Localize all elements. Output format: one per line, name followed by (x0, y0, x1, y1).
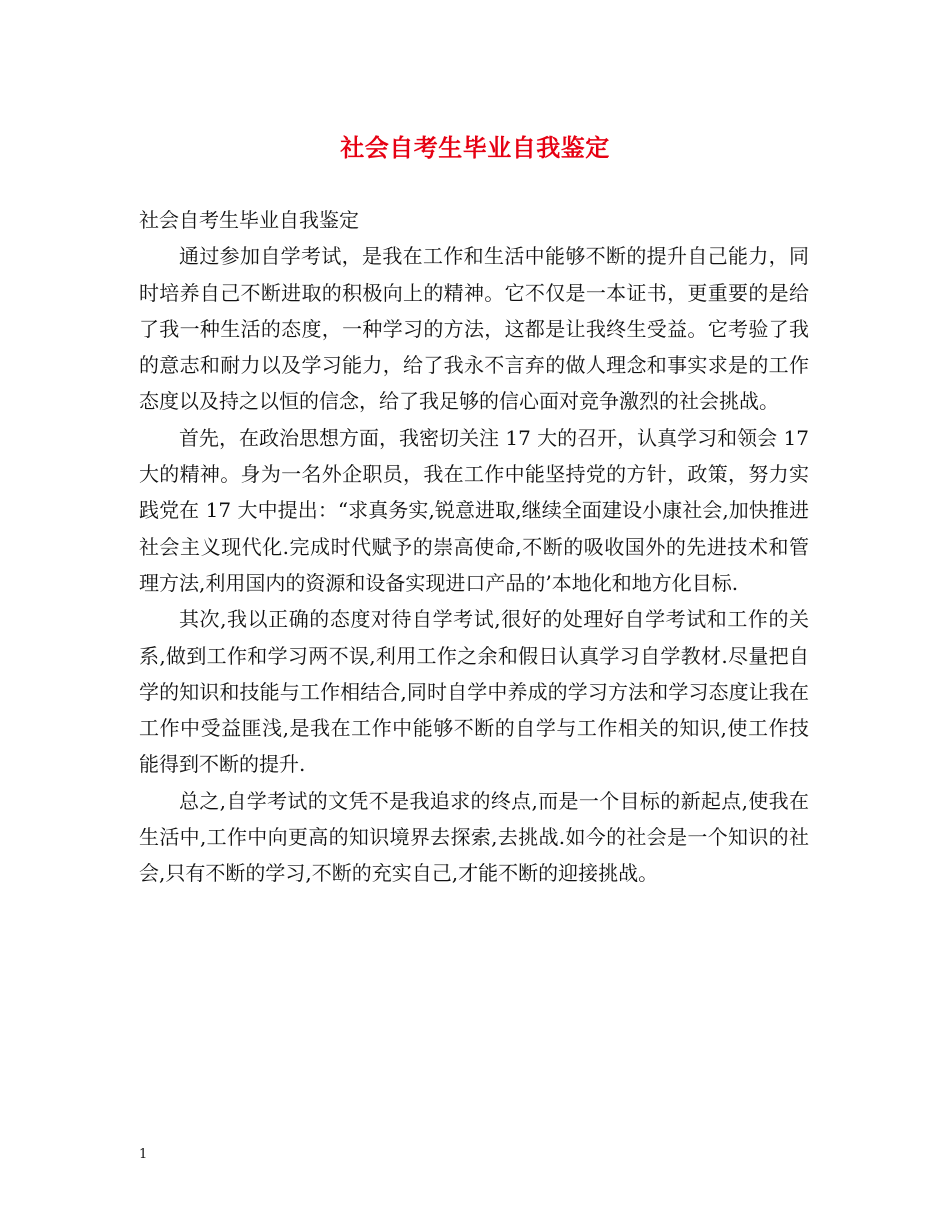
document-body (139, 202, 809, 892)
paragraph-2: 首先，在政治思想方面，我密切关注 17 大的召开，认真学习和领会 17 大的精神。身为一名外企职员，我在工作中能坚持党的方针，政策，努力实践党在 17 大中提出：“求真务实,锐意进取,继续全面建设小康社会,加快推进社会主义现代化.完成时代赋予的崇高使命,不断的吸收国外的先进技术和管理方法,利用国内的资源和设备实现进口产品的’本地化和地方化目标. (139, 425, 809, 595)
paragraph-1: 通过参加自学考试，是我在工作和生活中能够不断的提升自己能力，同时培养自己不断进取的积极向上的精神。它不仅是一本证书，更重要的是给了我一种生活的态度，一种学习的方法，这都是让我终生受益。它考验了我的意志和耐力以及学习能力，给了我永不言弃的做人理念和事实求是的工作态度以及持之以恒的信念，给了我足够的信心面对竞争激烈的社会挑战。 (139, 244, 809, 414)
paragraph-4: 总之,自学考试的文凭不是我追求的终点,而是一个目标的新起点,使我在生活中,工作中向更高的知识境界去探索,去挑战.如今的社会是一个知识的社会,只有不断的学习,不断的充实自己,才能不断的迎接挑战。 (139, 788, 809, 886)
paragraph-3: 其次,我以正确的态度对待自学考试,很好的处理好自学考试和工作的关系,做到工作和学习两不误,利用工作之余和假日认真学习自学教材.尽量把自学的知识和技能与工作相结合,同时自学中养成的学习方法和学习态度让我在工作中受益匪浅,是我在工作中能够不断的自学与工作相关的知识,使工作技能得到不断的提升. (139, 607, 809, 777)
page-number: 1 (139, 1147, 148, 1162)
document-subtitle: 社会自考生毕业自我鉴定 (139, 208, 359, 232)
document-title: 社会自考生毕业自我鉴定 (340, 133, 610, 162)
